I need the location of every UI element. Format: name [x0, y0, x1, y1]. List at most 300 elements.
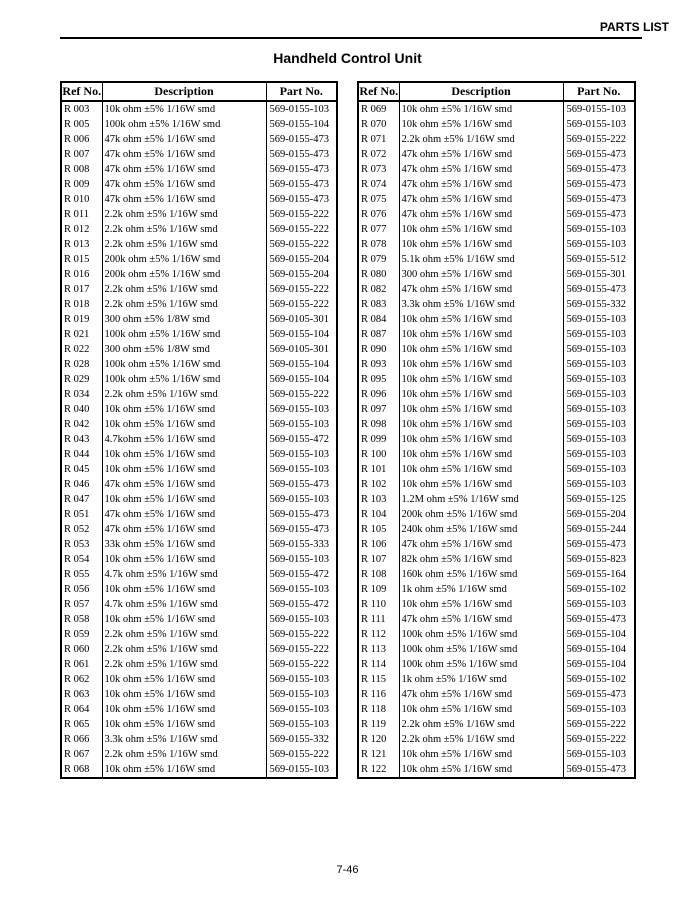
- table-row: [61, 582, 337, 597]
- table-row: [61, 117, 337, 132]
- table-row: [358, 702, 635, 717]
- description-cell: 100k ohm ±5% 1/16W smd: [102, 372, 266, 387]
- table-row: [61, 342, 337, 357]
- part-no-cell: 569-0155-103: [563, 327, 635, 342]
- table-row: [61, 702, 337, 717]
- description-cell: 10k ohm ±5% 1/16W smd: [399, 357, 563, 372]
- description-cell: 3.3k ohm ±5% 1/16W smd: [399, 297, 563, 312]
- ref-no-cell: R 016: [61, 267, 102, 282]
- description-cell: 10k ohm ±5% 1/16W smd: [399, 387, 563, 402]
- part-no-cell: 569-0155-473: [266, 522, 337, 537]
- table-row: [61, 642, 337, 657]
- ref-no-cell: R 066: [61, 732, 102, 747]
- ref-no-cell: R 116: [358, 687, 399, 702]
- ref-no-cell: R 107: [358, 552, 399, 567]
- ref-no-cell: R 055: [61, 567, 102, 582]
- part-no-cell: 569-0155-473: [266, 507, 337, 522]
- part-no-cell: 569-0155-222: [266, 627, 337, 642]
- ref-no-cell: R 063: [61, 687, 102, 702]
- table-row: [61, 207, 337, 222]
- table-row: [358, 117, 635, 132]
- ref-no-cell: R 103: [358, 492, 399, 507]
- part-no-cell: 569-0105-301: [266, 312, 337, 327]
- part-no-cell: 569-0155-103: [266, 402, 337, 417]
- part-no-cell: 569-0105-301: [266, 342, 337, 357]
- description-cell: 10k ohm ±5% 1/16W smd: [399, 432, 563, 447]
- table-row: [358, 462, 635, 477]
- description-cell: 100k ohm ±5% 1/16W smd: [102, 117, 266, 132]
- ref-no-cell: R 065: [61, 717, 102, 732]
- description-cell: 47k ohm ±5% 1/16W smd: [102, 192, 266, 207]
- table-row: [61, 537, 337, 552]
- table-row: [358, 732, 635, 747]
- ref-no-cell: R 076: [358, 207, 399, 222]
- table-row: [358, 147, 635, 162]
- description-cell: 4.7k ohm ±5% 1/16W smd: [102, 567, 266, 582]
- table-row: [61, 687, 337, 702]
- table-row: [358, 132, 635, 147]
- description-cell: 10k ohm ±5% 1/16W smd: [102, 687, 266, 702]
- part-no-cell: 569-0155-103: [563, 747, 635, 762]
- description-cell: 4.7k ohm ±5% 1/16W smd: [102, 597, 266, 612]
- description-cell: 1k ohm ±5% 1/16W smd: [399, 672, 563, 687]
- part-no-cell: 569-0155-103: [563, 357, 635, 372]
- table-row: [358, 342, 635, 357]
- part-no-cell: 569-0155-103: [266, 762, 337, 778]
- table-row: [61, 327, 337, 342]
- ref-no-cell: R 082: [358, 282, 399, 297]
- page-number: 7-46: [336, 864, 359, 876]
- description-cell: 47k ohm ±5% 1/16W smd: [102, 522, 266, 537]
- ref-no-cell: R 006: [61, 132, 102, 147]
- description-cell: 2.2k ohm ±5% 1/16W smd: [102, 282, 266, 297]
- description-cell: 10k ohm ±5% 1/16W smd: [102, 762, 266, 778]
- table-row: [358, 387, 635, 402]
- part-no-cell: 569-0155-333: [266, 537, 337, 552]
- part-no-cell: 569-0155-164: [563, 567, 635, 582]
- ref-no-cell: R 015: [61, 252, 102, 267]
- part-no-cell: 569-0155-204: [266, 267, 337, 282]
- table-row: [61, 717, 337, 732]
- ref-no-cell: R 070: [358, 117, 399, 132]
- description-cell: 300 ohm ±5% 1/8W smd: [102, 342, 266, 357]
- part-no-cell: 569-0155-103: [563, 222, 635, 237]
- ref-no-cell: R 046: [61, 477, 102, 492]
- ref-no-cell: R 064: [61, 702, 102, 717]
- table-row: [358, 687, 635, 702]
- description-cell: 2.2k ohm ±5% 1/16W smd: [399, 132, 563, 147]
- part-no-cell: 569-0155-473: [563, 162, 635, 177]
- ref-no-cell: R 087: [358, 327, 399, 342]
- description-cell: 10k ohm ±5% 1/16W smd: [102, 612, 266, 627]
- table-row: [61, 192, 337, 207]
- part-no-cell: 569-0155-103: [266, 447, 337, 462]
- ref-no-header: Ref No.: [61, 82, 102, 101]
- part-no-header: Part No.: [266, 82, 337, 101]
- part-no-cell: 569-0155-222: [563, 732, 635, 747]
- part-no-cell: 569-0155-104: [563, 657, 635, 672]
- part-no-cell: 569-0155-473: [266, 162, 337, 177]
- description-cell: 10k ohm ±5% 1/16W smd: [399, 702, 563, 717]
- part-no-cell: 569-0155-103: [563, 387, 635, 402]
- part-no-cell: 569-0155-103: [266, 417, 337, 432]
- description-cell: 10k ohm ±5% 1/16W smd: [399, 327, 563, 342]
- ref-no-cell: R 017: [61, 282, 102, 297]
- ref-no-cell: R 097: [358, 402, 399, 417]
- part-no-cell: 569-0155-103: [266, 101, 337, 117]
- table-row: [61, 657, 337, 672]
- table-row: [358, 447, 635, 462]
- part-no-cell: 569-0155-103: [563, 312, 635, 327]
- description-cell: 2.2k ohm ±5% 1/16W smd: [102, 237, 266, 252]
- description-cell: 300 ohm ±5% 1/16W smd: [399, 267, 563, 282]
- description-cell: 33k ohm ±5% 1/16W smd: [102, 537, 266, 552]
- table-row: [358, 507, 635, 522]
- table-row: [358, 552, 635, 567]
- description-cell: 10k ohm ±5% 1/16W smd: [102, 582, 266, 597]
- description-header: Description: [102, 82, 266, 101]
- part-no-cell: 569-0155-473: [266, 147, 337, 162]
- table-row: [61, 147, 337, 162]
- table-row: [358, 101, 635, 117]
- part-no-cell: 569-0155-103: [266, 462, 337, 477]
- description-cell: 10k ohm ±5% 1/16W smd: [399, 477, 563, 492]
- table-row: [61, 297, 337, 312]
- ref-no-cell: R 083: [358, 297, 399, 312]
- ref-no-cell: R 045: [61, 462, 102, 477]
- table-row: [358, 582, 635, 597]
- table-row: [61, 101, 337, 117]
- table-row: [358, 327, 635, 342]
- description-cell: 10k ohm ±5% 1/16W smd: [399, 447, 563, 462]
- part-no-cell: 569-0155-512: [563, 252, 635, 267]
- part-no-cell: 569-0155-103: [563, 101, 635, 117]
- parts-table-right-body: [358, 101, 635, 778]
- description-cell: 2.2k ohm ±5% 1/16W smd: [399, 732, 563, 747]
- ref-no-cell: R 105: [358, 522, 399, 537]
- part-no-cell: 569-0155-222: [266, 297, 337, 312]
- table-row: [358, 762, 635, 778]
- table-row: [358, 492, 635, 507]
- part-no-cell: 569-0155-222: [266, 747, 337, 762]
- part-no-cell: 569-0155-103: [266, 687, 337, 702]
- page-title: Handheld Control Unit: [273, 50, 422, 66]
- parts-table-left: [60, 81, 338, 779]
- table-row: [61, 387, 337, 402]
- description-cell: 2.2k ohm ±5% 1/16W smd: [399, 717, 563, 732]
- table-row: [358, 297, 635, 312]
- description-cell: 200k ohm ±5% 1/16W smd: [102, 252, 266, 267]
- description-cell: 100k ohm ±5% 1/16W smd: [102, 327, 266, 342]
- table-row: [61, 477, 337, 492]
- part-no-cell: 569-0155-102: [563, 582, 635, 597]
- ref-no-cell: R 007: [61, 147, 102, 162]
- part-no-cell: 569-0155-103: [563, 462, 635, 477]
- ref-no-cell: R 084: [358, 312, 399, 327]
- table-row: [61, 672, 337, 687]
- table-row: [358, 672, 635, 687]
- ref-no-cell: R 022: [61, 342, 102, 357]
- table-row: [61, 492, 337, 507]
- part-no-cell: 569-0155-103: [266, 552, 337, 567]
- ref-no-cell: R 062: [61, 672, 102, 687]
- description-cell: 10k ohm ±5% 1/16W smd: [399, 462, 563, 477]
- ref-no-cell: R 112: [358, 627, 399, 642]
- description-cell: 47k ohm ±5% 1/16W smd: [102, 147, 266, 162]
- table-row: [358, 432, 635, 447]
- table-row: [358, 417, 635, 432]
- description-cell: 2.2k ohm ±5% 1/16W smd: [102, 222, 266, 237]
- part-no-cell: 569-0155-473: [266, 132, 337, 147]
- part-no-cell: 569-0155-222: [266, 642, 337, 657]
- table-row: [61, 132, 337, 147]
- table-header-row: [358, 82, 635, 101]
- table-row: [358, 312, 635, 327]
- table-header-row: [61, 82, 337, 101]
- ref-no-cell: R 108: [358, 567, 399, 582]
- table-row: [61, 222, 337, 237]
- part-no-cell: 569-0155-473: [563, 177, 635, 192]
- part-no-cell: 569-0155-103: [563, 477, 635, 492]
- description-cell: 47k ohm ±5% 1/16W smd: [102, 132, 266, 147]
- ref-no-cell: R 080: [358, 267, 399, 282]
- part-no-cell: 569-0155-103: [563, 702, 635, 717]
- part-no-cell: 569-0155-473: [563, 147, 635, 162]
- description-cell: 10k ohm ±5% 1/16W smd: [399, 372, 563, 387]
- description-cell: 10k ohm ±5% 1/16W smd: [102, 717, 266, 732]
- description-cell: 47k ohm ±5% 1/16W smd: [102, 507, 266, 522]
- ref-no-cell: R 119: [358, 717, 399, 732]
- part-no-cell: 569-0155-204: [266, 252, 337, 267]
- description-cell: 4.7kohm ±5% 1/16W smd: [102, 432, 266, 447]
- part-no-cell: 569-0155-222: [563, 717, 635, 732]
- part-no-cell: 569-0155-473: [266, 177, 337, 192]
- description-cell: 2.2k ohm ±5% 1/16W smd: [102, 387, 266, 402]
- table-row: [358, 597, 635, 612]
- table-row: [61, 597, 337, 612]
- table-row: [358, 717, 635, 732]
- table-row: [61, 177, 337, 192]
- table-row: [61, 417, 337, 432]
- ref-no-cell: R 051: [61, 507, 102, 522]
- ref-no-cell: R 113: [358, 642, 399, 657]
- ref-no-cell: R 061: [61, 657, 102, 672]
- description-cell: 200k ohm ±5% 1/16W smd: [399, 507, 563, 522]
- parts-table-right: [357, 81, 636, 779]
- description-cell: 1.2M ohm ±5% 1/16W smd: [399, 492, 563, 507]
- description-cell: 47k ohm ±5% 1/16W smd: [102, 177, 266, 192]
- description-cell: 100k ohm ±5% 1/16W smd: [399, 657, 563, 672]
- table-row: [358, 192, 635, 207]
- description-cell: 100k ohm ±5% 1/16W smd: [399, 627, 563, 642]
- part-no-cell: 569-0155-103: [563, 402, 635, 417]
- ref-no-cell: R 071: [358, 132, 399, 147]
- ref-no-cell: R 074: [358, 177, 399, 192]
- table-row: [358, 402, 635, 417]
- part-no-cell: 569-0155-301: [563, 267, 635, 282]
- part-no-cell: 569-0155-103: [266, 582, 337, 597]
- ref-no-cell: R 044: [61, 447, 102, 462]
- ref-no-cell: R 052: [61, 522, 102, 537]
- part-no-cell: 569-0155-104: [266, 357, 337, 372]
- ref-no-cell: R 114: [358, 657, 399, 672]
- table-row: [61, 357, 337, 372]
- table-row: [61, 162, 337, 177]
- ref-no-cell: R 019: [61, 312, 102, 327]
- description-cell: 47k ohm ±5% 1/16W smd: [399, 162, 563, 177]
- table-row: [358, 627, 635, 642]
- description-cell: 10k ohm ±5% 1/16W smd: [399, 101, 563, 117]
- parts-table-left-body: [61, 101, 337, 778]
- table-row: [61, 282, 337, 297]
- ref-no-cell: R 028: [61, 357, 102, 372]
- part-no-cell: 569-0155-222: [266, 237, 337, 252]
- table-row: [358, 567, 635, 582]
- table-row: [61, 762, 337, 778]
- ref-no-cell: R 054: [61, 552, 102, 567]
- description-cell: 10k ohm ±5% 1/16W smd: [399, 342, 563, 357]
- ref-no-cell: R 073: [358, 162, 399, 177]
- part-no-cell: 569-0155-222: [266, 657, 337, 672]
- table-row: [61, 612, 337, 627]
- table-row: [358, 162, 635, 177]
- ref-no-cell: R 010: [61, 192, 102, 207]
- description-cell: 47k ohm ±5% 1/16W smd: [399, 207, 563, 222]
- table-row: [61, 522, 337, 537]
- part-no-cell: 569-0155-823: [563, 552, 635, 567]
- description-cell: 10k ohm ±5% 1/16W smd: [102, 702, 266, 717]
- ref-no-cell: R 043: [61, 432, 102, 447]
- ref-no-cell: R 018: [61, 297, 102, 312]
- table-row: [358, 477, 635, 492]
- description-cell: 10k ohm ±5% 1/16W smd: [399, 417, 563, 432]
- ref-no-cell: R 075: [358, 192, 399, 207]
- description-cell: 10k ohm ±5% 1/16W smd: [102, 402, 266, 417]
- part-no-cell: 569-0155-332: [563, 297, 635, 312]
- table-row: [61, 447, 337, 462]
- description-cell: 1k ohm ±5% 1/16W smd: [399, 582, 563, 597]
- part-no-cell: 569-0155-473: [563, 207, 635, 222]
- part-no-cell: 569-0155-104: [563, 627, 635, 642]
- ref-no-cell: R 067: [61, 747, 102, 762]
- part-no-cell: 569-0155-103: [266, 702, 337, 717]
- part-no-cell: 569-0155-103: [563, 432, 635, 447]
- ref-no-cell: R 056: [61, 582, 102, 597]
- part-no-cell: 569-0155-473: [563, 282, 635, 297]
- ref-no-cell: R 057: [61, 597, 102, 612]
- description-header: Description: [399, 82, 563, 101]
- description-cell: 10k ohm ±5% 1/16W smd: [102, 417, 266, 432]
- description-cell: 47k ohm ±5% 1/16W smd: [102, 162, 266, 177]
- description-cell: 47k ohm ±5% 1/16W smd: [399, 147, 563, 162]
- part-no-cell: 569-0155-103: [563, 597, 635, 612]
- table-row: [358, 267, 635, 282]
- part-no-cell: 569-0155-473: [266, 192, 337, 207]
- ref-no-cell: R 060: [61, 642, 102, 657]
- description-cell: 3.3k ohm ±5% 1/16W smd: [102, 732, 266, 747]
- part-no-cell: 569-0155-103: [563, 447, 635, 462]
- description-cell: 300 ohm ±5% 1/8W smd: [102, 312, 266, 327]
- ref-no-cell: R 069: [358, 101, 399, 117]
- table-row: [358, 657, 635, 672]
- table-row: [61, 312, 337, 327]
- description-cell: 10k ohm ±5% 1/16W smd: [102, 672, 266, 687]
- table-row: [61, 732, 337, 747]
- part-no-cell: 569-0155-473: [266, 477, 337, 492]
- ref-no-cell: R 078: [358, 237, 399, 252]
- table-row: [61, 372, 337, 387]
- description-cell: 47k ohm ±5% 1/16W smd: [399, 282, 563, 297]
- part-no-header: Part No.: [563, 82, 635, 101]
- part-no-cell: 569-0155-104: [266, 117, 337, 132]
- ref-no-cell: R 011: [61, 207, 102, 222]
- ref-no-cell: R 042: [61, 417, 102, 432]
- part-no-cell: 569-0155-222: [266, 207, 337, 222]
- description-cell: 47k ohm ±5% 1/16W smd: [102, 477, 266, 492]
- part-no-cell: 569-0155-125: [563, 492, 635, 507]
- part-no-cell: 569-0155-103: [266, 717, 337, 732]
- ref-no-cell: R 101: [358, 462, 399, 477]
- description-cell: 2.2k ohm ±5% 1/16W smd: [102, 207, 266, 222]
- description-cell: 10k ohm ±5% 1/16W smd: [399, 312, 563, 327]
- table-row: [61, 627, 337, 642]
- part-no-cell: 569-0155-103: [266, 612, 337, 627]
- description-cell: 240k ohm ±5% 1/16W smd: [399, 522, 563, 537]
- part-no-cell: 569-0155-103: [563, 117, 635, 132]
- ref-no-cell: R 013: [61, 237, 102, 252]
- table-row: [358, 237, 635, 252]
- table-row: [358, 642, 635, 657]
- description-cell: 47k ohm ±5% 1/16W smd: [399, 177, 563, 192]
- table-row: [61, 237, 337, 252]
- description-cell: 10k ohm ±5% 1/16W smd: [399, 597, 563, 612]
- part-no-cell: 569-0155-473: [563, 537, 635, 552]
- ref-no-cell: R 034: [61, 387, 102, 402]
- part-no-cell: 569-0155-104: [563, 642, 635, 657]
- table-row: [61, 552, 337, 567]
- table-row: [358, 357, 635, 372]
- description-cell: 10k ohm ±5% 1/16W smd: [102, 552, 266, 567]
- part-no-cell: 569-0155-332: [266, 732, 337, 747]
- ref-no-cell: R 021: [61, 327, 102, 342]
- table-row: [61, 432, 337, 447]
- table-row: [61, 267, 337, 282]
- ref-no-cell: R 120: [358, 732, 399, 747]
- part-no-cell: 569-0155-473: [563, 762, 635, 778]
- part-no-cell: 569-0155-222: [266, 282, 337, 297]
- description-cell: 100k ohm ±5% 1/16W smd: [102, 357, 266, 372]
- ref-no-cell: R 122: [358, 762, 399, 778]
- table-row: [358, 372, 635, 387]
- table-row: [358, 612, 635, 627]
- ref-no-cell: R 090: [358, 342, 399, 357]
- description-cell: 10k ohm ±5% 1/16W smd: [102, 447, 266, 462]
- description-cell: 82k ohm ±5% 1/16W smd: [399, 552, 563, 567]
- part-no-cell: 569-0155-473: [563, 687, 635, 702]
- description-cell: 10k ohm ±5% 1/16W smd: [399, 237, 563, 252]
- description-cell: 5.1k ohm ±5% 1/16W smd: [399, 252, 563, 267]
- part-no-cell: 569-0155-222: [266, 222, 337, 237]
- description-cell: 2.2k ohm ±5% 1/16W smd: [102, 642, 266, 657]
- ref-no-cell: R 059: [61, 627, 102, 642]
- ref-no-cell: R 118: [358, 702, 399, 717]
- description-cell: 160k ohm ±5% 1/16W smd: [399, 567, 563, 582]
- ref-no-cell: R 053: [61, 537, 102, 552]
- ref-no-cell: R 099: [358, 432, 399, 447]
- ref-no-cell: R 109: [358, 582, 399, 597]
- description-cell: 10k ohm ±5% 1/16W smd: [102, 462, 266, 477]
- part-no-cell: 569-0155-472: [266, 597, 337, 612]
